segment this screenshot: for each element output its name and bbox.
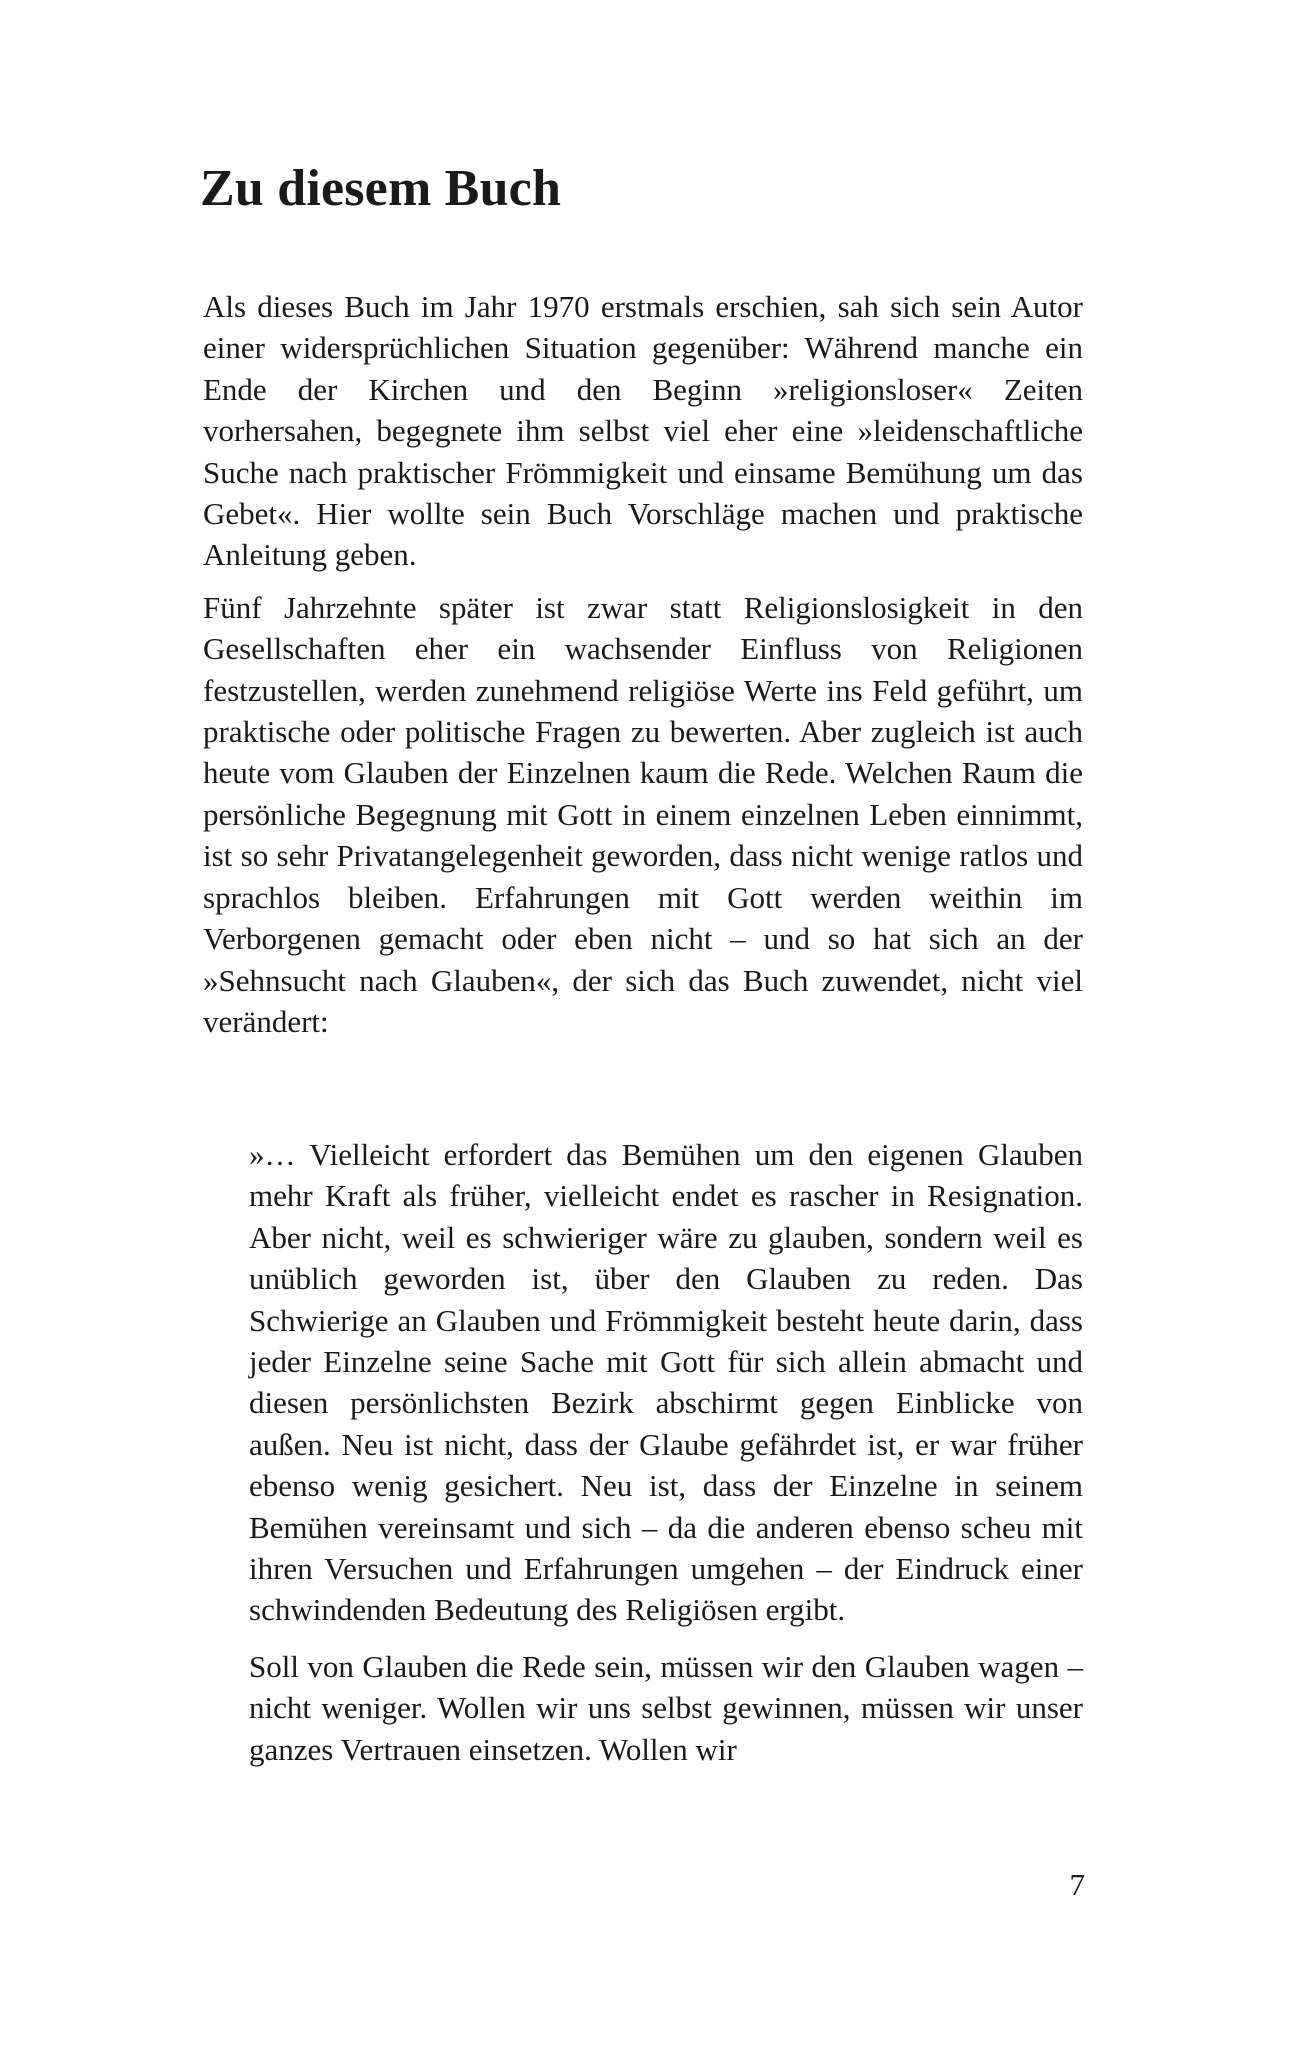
- quote-paragraph: »… Vielleicht erfordert das Bemühen um den eigenen Glauben mehr Kraft als früher, vielleicht endet es rascher in Resignation. Aber nicht, weil es schwieriger wäre zu glauben, sondern weil es unüblich geworden ist, über den Glauben zu reden. Das Schwierige an Glauben und Frömmigkeit besteht heute darin, dass jeder Einzelne seine Sache mit Gott für sich allein abmacht und diesen persönlichsten Bezirk abschirmt gegen Einblicke von außen. Neu ist nicht, dass der Glaube gefährdet ist, er war früher ebenso wenig gesichert. Neu ist, dass der Einzelne in seinem Bemühen vereinsamt und sich – da die anderen ebenso scheu mit ihren Versuchen und Erfahrungen umgehen – der Eindruck einer schwindenden Bedeutung des Religiösen ergibt.: [249, 1137, 1083, 1628]
- paragraph-five-decades: Fünf Jahrzehnte später ist zwar statt Religionslosigkeit in den Gesellschaften eher ein wachsender Einfluss von Religionen festzustellen, werden zunehmend religiöse Werte ins Feld geführt, um praktische oder politische Fragen zu bewerten. Aber zugleich ist auch heute vom Glauben der Einzelnen kaum die Rede. Welchen Raum die persönliche Begegnung mit Gott in einem einzelnen Leben einnimmt, ist so sehr Privatangelegenheit geworden, dass nicht wenige ratlos und sprachlos bleiben. Erfahrungen mit Gott werden weithin im Verborgenen gemacht oder eben nicht – und so hat sich an der »Sehnsucht nach Glauben«, der sich das Buch zuwendet, nicht viel verändert:: [203, 589, 1083, 1039]
- chapter-title: Zu diesem Buch: [200, 160, 562, 217]
- block-quote: [249, 1134, 1083, 1785]
- paragraph-intro: Als dieses Buch im Jahr 1970 erstmals erschien, sah sich sein Autor einer widersprüchlichen Situation gegenüber: Während manche ein Ende der Kirchen und den Beginn »religionsloser« Zeiten vorhersahen, begegnete ihm selbst viel eher eine »leidenschaftliche Suche nach praktischer Frömmigkeit und einsame Bemühung um das Gebet«. Hier wollte sein Buch Vorschläge machen und praktische Anleitung geben.: [203, 289, 1083, 573]
- body-text: [203, 286, 1083, 1042]
- quote-paragraph-continued: Soll von Glauben die Rede sein, müssen wir den Glauben wagen – nicht weniger. Wollen wir uns selbst gewinnen, müssen wir unser ganzes Vertrauen einsetzen. Wollen wir: [249, 1648, 1083, 1767]
- page-number: 7: [1069, 1867, 1085, 1902]
